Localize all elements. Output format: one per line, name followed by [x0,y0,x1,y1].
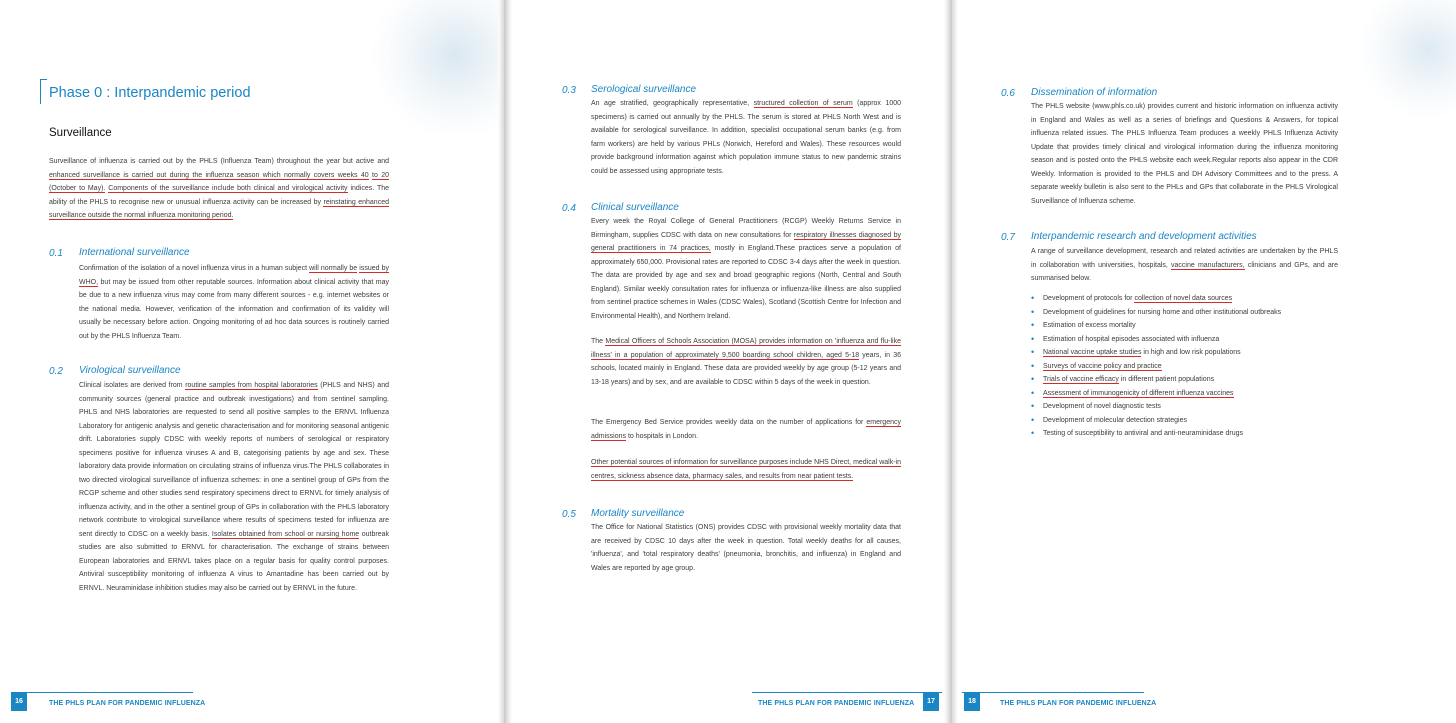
underline-october-may: to 20 (October to May). [49,171,389,192]
underline-mosa: Medical Officers of Schools Association (MOSA) provides information on 'influenza and flu-like illness' in a population of approximately 9,500 boarding school children, aged 5-18 [591,338,901,359]
page-16 [0,0,498,723]
section-heading: Virological surveillance [79,365,181,376]
body-text: Clinical isolates are derived from [79,382,186,389]
footer-title: THE PHLS PLAN FOR PANDEMIC INFLUENZA [1000,700,1157,707]
body-text: The PHLS website (www.phls.co.uk) provides current and historic information on influenza activity in England and Wales as well as a series of briefings and Questions & Answers, for topical influenza related issues. The PHLS Influenza Team produces a weekly PHLS Influenza Activity Update that provides timely clinical and virological information during the influenza monitoring season and is posted onto the PHLS website each week.Regular reports also appear in the CDR Weekly. Information is provided to the PHLS and DH Advisory Committees and to the press. A separate weekly bulletin is also sent to the PHLs and GPs that collaborate in the PHLS Virological Surveillance of Influenza scheme. [1031,103,1338,205]
book-gutter [944,0,958,723]
decorative-virus-graphic [1358,0,1456,120]
other-sources-paragraph [591,456,901,483]
list-item [1031,333,1281,347]
list-item-underlined: Surveys of vaccine policy and practice [1043,362,1162,370]
underline-who-1: will normally be [309,265,358,272]
intro-text-1: Surveillance of influenza is carried out by the PHLS (Influenza Team) throughout the year but active [49,158,375,165]
footer-rule [11,692,193,693]
section-heading: Clinical surveillance [591,202,679,213]
list-item-text: in different patient populations [1118,376,1215,383]
page-number: 18 [964,693,980,711]
section-0-1-body [79,262,389,343]
body-text: An age stratified, geographically representative, [591,100,754,107]
list-item [1031,387,1281,401]
body-text: A range of surveillance development, research and related activities are undertaken by the PHLS in collaboration with universities, hospitals, [1031,248,1338,269]
bullet-icon: • [1031,320,1035,330]
underline-reinstating: reinstating enhanced surveillance outside the normal influenza monitoring period. [49,198,389,219]
list-item-text: Development of guidelines for nursing home and other institutional outbreaks [1043,308,1282,316]
phase-title-bracket [40,79,47,104]
bullet-icon: • [1031,360,1035,371]
bullet-icon: • [1031,333,1035,344]
underline-respiratory: respiratory illnesses diagnosed by general practitioners in 74 practices, [591,231,901,252]
bullet-icon: • [1031,428,1035,438]
bullet-icon: • [1031,293,1035,303]
ebs-paragraph [591,416,901,443]
body-text: The Office for National Statistics (ONS) provides CDSC with provisional weekly mortality data that are received by CDSC 10 days after the week in question. Total weekly deaths for all causes, 'influenza', and 'total respiratory deaths' (pneumonia, bronchitis, and influenza) in England and Wales are reported by age group. [591,524,901,572]
section-heading: Dissemination of information [1031,87,1158,98]
list-item [1031,373,1281,387]
page-number: 16 [11,693,27,711]
underline-serum: structured collection of serum [753,100,853,107]
list-item-text: Development of molecular detection strategies [1043,416,1187,424]
bullet-icon: • [1031,387,1035,398]
section-number: 0.6 [1001,88,1015,99]
decorative-virus-graphic [370,0,498,140]
footer-title: THE PHLS PLAN FOR PANDEMIC INFLUENZA [758,700,915,707]
body-text: years, in 36 schools, located mainly in England. These data are provided weekly by age group (5-12 years and 13-18 years) and by sex, and are available to CDSC within 5 days of the week in question. [591,351,901,386]
body-text: mostly in England.These practices serve a population of approximately 650,000. Provisional rates are reported to CDSC 3-4 days after the week in question. The data are provided by age and sex and broad geographic regions (North, Central and South England). Similar weekly consultation rates for influenza or influenza-like illness are also supplied from sentinel practice schemes in Wales (CDSC Wales), Scotland (Scottish Centre for Infection and Environmental Health), and Northern Ireland. [591,245,901,320]
list-item-text: Estimation of excess mortality [1043,322,1136,329]
underline-who-2: issued by WHO, [79,265,389,286]
section-number: 0.7 [1001,232,1015,243]
section-number: 0.2 [49,366,63,377]
list-item [1031,427,1281,441]
section-0-5-body [591,521,901,575]
section-0-2-body [79,379,389,595]
section-heading: Mortality surveillance [591,508,685,519]
page-17 [512,0,944,723]
bullet-icon: • [1031,347,1035,357]
list-item-underlined: Trials of vaccine efficacy [1043,376,1119,383]
underline-enhanced-surveillance: enhanced surveillance is carried out during the influenza season which normally covers weeks 40 [49,171,369,179]
list-item [1031,400,1281,414]
section-number: 0.5 [562,509,576,520]
body-text: (PHLS and NHS) and community sources (general practice and outbreak investigations) and from sentinel sampling. PHLS and NHS laboratories are requested to send all positive samples to the ERNVL Influenza Laboratory for antigenic analysis and genetic characterisation and for monitoring seasonal antigenic drift. Laboratories supply CDSC with weekly reports of numbers of serological or respiratory specimens positive for influenza viruses A and B, categorising patients by age and sex. These laboratory data provide information on circulating strains of influenza virus.The PHLS collaborates in two directed virological surveillance of influenza schemes: in one a sentinel group of GPs from the RCGP scheme and other studies send respiratory specimens direct to ERNVL for timely analysis of influenza activity, and in the other a sentinel group of GPs in collaboration with the PHLS laboratory network contribute to virological surveillance where results of specimens tested for influenza are sent directly to CDSC on a weekly basis. [79,382,389,538]
list-item-text: in high and low risk populations [1141,349,1241,356]
section-number: 0.1 [49,248,63,259]
bullet-icon: • [1031,401,1035,411]
underline-emergency: emergency admissions [591,419,901,440]
bullet-icon: • [1031,374,1035,384]
list-item [1031,306,1281,320]
list-item-underlined: National vaccine uptake studies [1043,349,1142,356]
list-item [1031,319,1281,333]
section-0-7-body [1031,245,1338,286]
section-0-4-body [591,215,901,323]
list-item [1031,346,1281,360]
body-text: The Emergency Bed Service provides weekly data on the number of applications for [591,419,867,426]
page-18 [958,0,1456,723]
footer-rule [752,692,942,693]
intro-text-4: indices. The ability of the PHLS to recognise new or unusual influenza activity can be increased by [49,185,389,206]
underline-components: Components of the surveillance include both clinical and virological activity [108,185,348,192]
page-number: 17 [923,693,939,711]
body-text: Every week the Royal College of General Practitioners (RCGP) Weekly Returns Service in Birmingham, supplies CDSC with data on new consultations for [591,218,901,239]
underline-isolates: Isolates obtained from school or nursing home [211,530,360,538]
underline-routine-samples: routine samples from hospital laboratories [185,382,318,389]
activities-list [1031,292,1281,441]
body-text: (approx 1000 specimens) is carried out annually by the PHLS. The serum is stored at PHLS North West and is available for serological surveillance. In addition, specialist occupational serum banks (e.g. from farm workers) are held by various PHLs (Norwich, Hereford and Wales). These resources would provide background information against which population immune status to new pandemic strains could be assessed using appropriate tests. [591,100,901,175]
phase-title: Phase 0 : Interpandemic period [49,85,251,101]
underline-vaccine-manufacturers: vaccine manufacturers, [1171,261,1245,269]
footer-title: THE PHLS PLAN FOR PANDEMIC INFLUENZA [49,700,206,707]
list-item-text: Estimation of hospital episodes associated with influenza [1043,335,1220,343]
section-title: Surveillance [49,127,112,139]
underline-other-sources: Other potential sources of information for surveillance purposes include NHS Direct, medical walk-in centres, sickness absence data, pharmacy sales, and results from near patient tests. [591,459,901,480]
intro-text-2: and [377,158,390,165]
body-text: Confirmation of the isolation of a novel influenza virus in a human subject [79,265,310,272]
bullet-icon: • [1031,414,1035,425]
list-item [1031,414,1281,428]
list-item [1031,360,1281,374]
section-number: 0.3 [562,85,576,96]
section-heading: Interpandemic research and development activities [1031,231,1257,242]
bullet-icon: • [1031,306,1035,317]
book-gutter [498,0,512,723]
footer-rule [962,692,1144,693]
body-text: but may be issued from other reputable sources. Information about clinical activity that may be due to a new influenza virus may come from many different sources - e.g. internet websites or the national media. However, verification of the information and confirmation of its validity will usually be necessary before action. Ongoing monitoring of ad hoc data sources is routinely carried out by the PHLS Influenza Team. [79,278,389,340]
body-text: to hospitals in London. [626,432,699,440]
body-text: The [591,338,606,345]
intro-paragraph [49,155,389,223]
section-number: 0.4 [562,203,576,214]
list-item [1031,292,1281,306]
mosa-paragraph [591,335,901,389]
section-heading: International surveillance [79,247,190,258]
list-item-underlined: Assessment of immunogenicity of different influenza vaccines [1043,389,1234,397]
section-0-6-body [1031,100,1338,208]
list-item-underlined: collection of novel data sources [1134,295,1233,302]
list-item-text: Testing of susceptibility to antiviral and anti-neuraminidase drugs [1043,430,1243,437]
body-text: outbreak studies are also submitted to ERNVL for characterisation. The exchange of strains between European laboratories and ERNVL takes place on a regular basis for quality control purposes. Antiviral susceptibility monitoring of influenza A virus to Amantadine has been carried out by ERNVL. Neuraminidase inhibition studies may also be carried out by ERNVL in the future. [79,530,390,592]
section-heading: Serological surveillance [591,84,697,95]
section-0-3-body [591,97,901,178]
body-text: clinicians and GPs, and are summarised below. [1031,261,1338,282]
list-item-text: Development of protocols for [1043,295,1135,302]
list-item-text: Development of novel diagnostic tests [1043,403,1161,410]
